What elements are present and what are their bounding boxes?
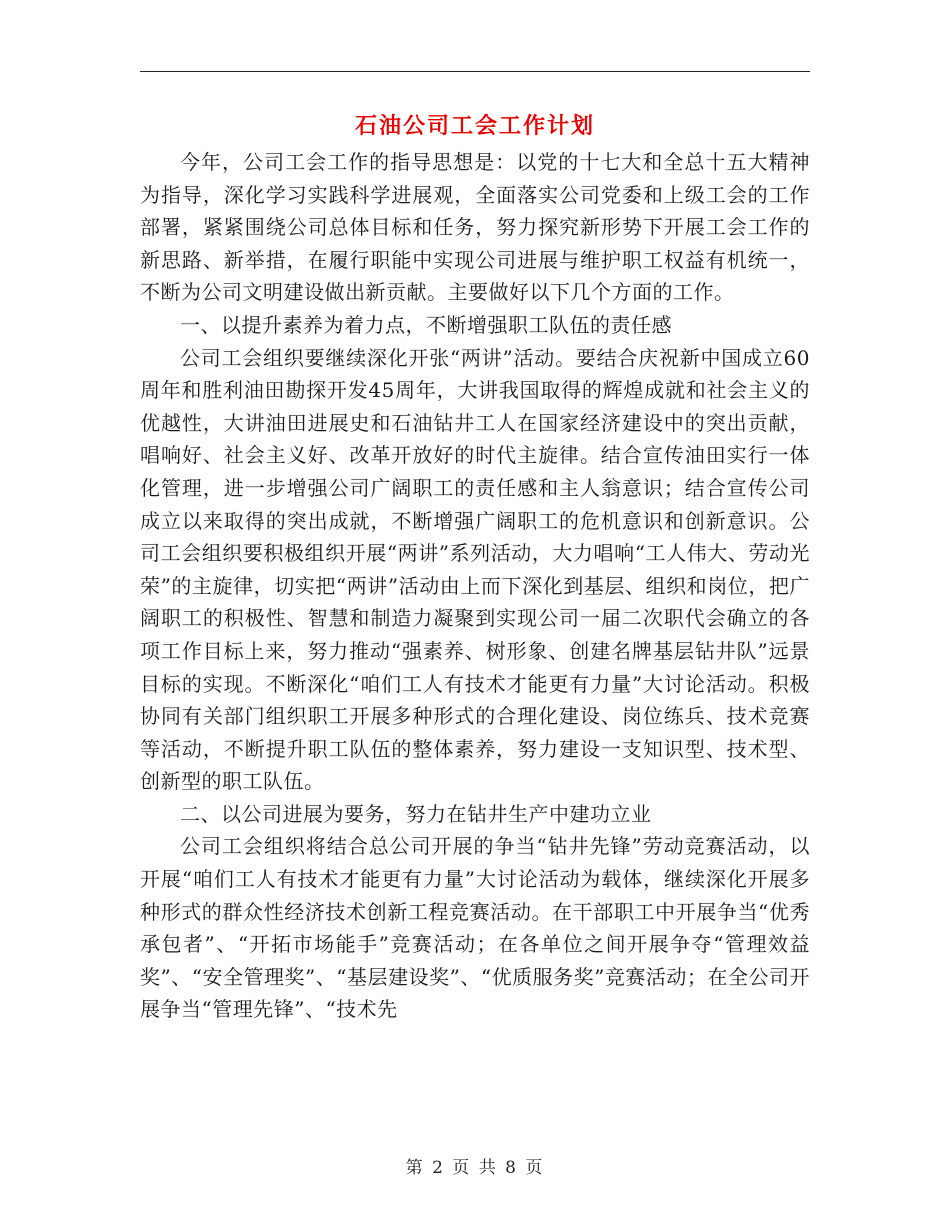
- paragraph-section-2: 公司工会组织将结合总公司开展的争当“钻井先锋”劳动竞赛活动，以开展“咱们工人有技术才能更有力量”大讨论活动为载体，继续深化开展多种形式的群众性经济技术创新工程竞赛活动。在干部职工中开展争当“优秀承包者”、“开拓市场能手”竞赛活动；在各单位之间开展争夺“管理效益奖”、“安全管理奖”、“基层建设奖”、“优质服务奖”竞赛活动；在全公司开展争当“管理先锋”、“技术先: [140, 834, 810, 1022]
- paragraph-section-1: 公司工会组织要继续深化开张“两讲”活动。要结合庆祝新中国成立60周年和胜利油田勘探开发45周年，大讲我国取得的辉煌成就和社会主义的优越性，大讲油田进展史和石油钻井工人在国家经济建设中的突出贡献，唱响好、社会主义好、改革开放好的时代主旋律。结合宣传油田实行一体化管理，进一步增强公司广阔职工的责任感和主人翁意识；结合宣传公司成立以来取得的突出成就，不断增强广阔职工的危机意识和创新意识。公司工会组织要积极组织开展“两讲”系列活动，大力唱响“工人伟大、劳动光荣”的主旋律，切实把“两讲”活动由上而下深化到基层、组织和岗位，把广阔职工的积极性、智慧和制造力凝聚到实现公司一届二次职代会确立的各项工作目标上来，努力推动“强素养、树形象、创建名牌基层钻井队”远景目标的实现。不断深化“咱们工人有技术才能更有力量”大讨论活动。积极协同有关部门组织职工开展多种形式的合理化建设、岗位练兵、技术竞赛等活动，不断提升职工队伍的整体素养，努力建设一支知识型、技术型、创新型的职工队伍。: [140, 345, 810, 794]
- page-number-footer: 第 2 页 共 8 页: [405, 1158, 545, 1178]
- document-title: 石油公司工会工作计划: [354, 113, 595, 139]
- paragraph-intro: 今年，公司工会工作的指导思想是：以党的十七大和全总十五大精神为指导，深化学习实践科学进展观，全面落实公司党委和上级工会的工作部署，紧紧围绕公司总体目标和任务，努力探究新形势下开展工会工作的新思路、新举措，在履行职能中实现公司进展与维护职工权益有机统一，不断为公司文明建设做出新贡献。主要做好以下几个方面的工作。: [140, 150, 810, 305]
- section-heading-2: 二、以公司进展为要务，努力在钻井生产中建功立业: [180, 801, 652, 826]
- header-rule: [140, 71, 810, 72]
- document-body: [140, 146, 810, 1026]
- section-heading-1: 一、以提升素养为着力点，不断增强职工队伍的责任感: [180, 312, 672, 337]
